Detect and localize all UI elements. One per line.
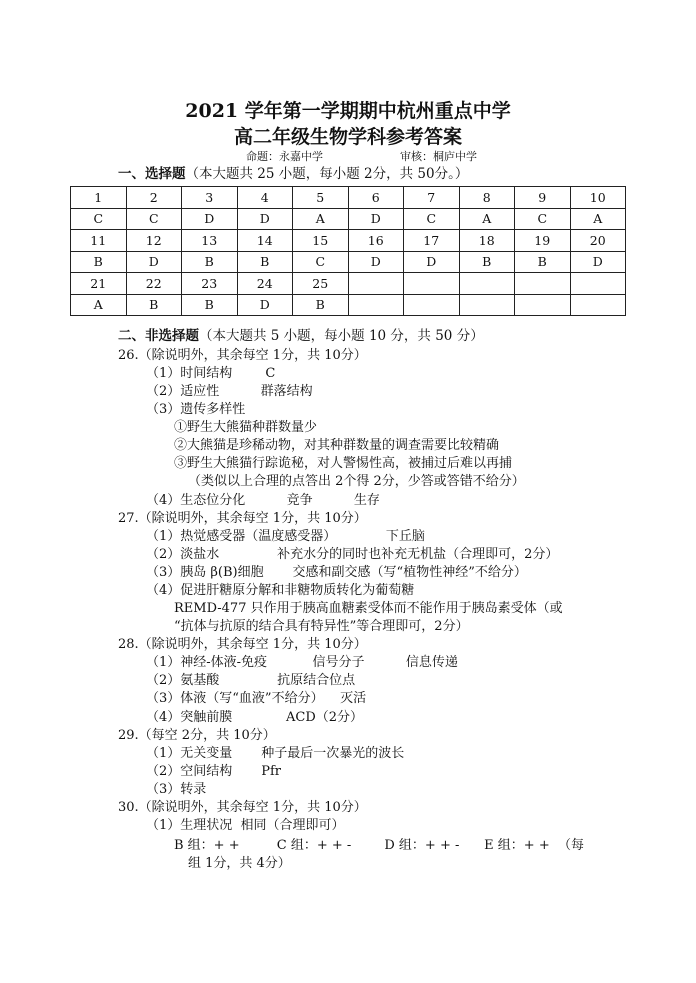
- section1-header: [118, 162, 468, 182]
- question-number-cell: 14: [237, 230, 293, 252]
- question-number-cell: 21: [71, 273, 127, 295]
- document-subtitle: 高二年级生物学科参考答案: [233, 126, 462, 148]
- answer-cell: D: [126, 251, 182, 273]
- q30-header: 30.（除说明外，其余每空 1分，共 10分）: [118, 800, 367, 815]
- document-title: 2021 学年第一学期期中杭州重点中学: [185, 100, 511, 122]
- question-number-cell: 2: [126, 187, 182, 209]
- answer-cell: C: [293, 251, 349, 273]
- q26-item-2: （2）适应性 群落结构: [146, 384, 313, 399]
- q28-header: 28.（除说明外，其余每空 1分，共 10分）: [118, 637, 367, 652]
- question-number-cell: 20: [570, 230, 626, 252]
- answer-cell: B: [182, 294, 238, 316]
- q30-groups: B 组：+ + C 组：+ + - D 组：+ + - E 组：+ + （每: [174, 838, 584, 853]
- q26-item-1: （1）时间结构 C: [146, 366, 276, 381]
- question-number-cell: 18: [459, 230, 515, 252]
- question-number-cell: [459, 273, 515, 295]
- q29-header: 29.（每空 2分，共 10分）: [118, 728, 276, 743]
- question-number-cell: [348, 273, 404, 295]
- section2-header: [118, 324, 484, 344]
- answer-cell: C: [126, 208, 182, 230]
- answer-cell: D: [237, 208, 293, 230]
- answer-cell: C: [71, 208, 127, 230]
- question-number-cell: 15: [293, 230, 349, 252]
- q30-item-1: （1）生理状况 相同（合理即可）: [146, 818, 345, 833]
- question-number-cell: 10: [570, 187, 626, 209]
- q26-point-2: ②大熊猫是珍稀动物，对其种群数量的调查需要比较精确: [174, 438, 500, 453]
- q27-item-1: （1）热觉感受器（温度感受器） 下丘脑: [146, 529, 425, 544]
- question-number-cell: 5: [293, 187, 349, 209]
- answer-cell: B: [459, 251, 515, 273]
- question-number-cell: 11: [71, 230, 127, 252]
- q29-item-1: （1）无关变量 种子最后一次暴光的波长: [146, 746, 405, 761]
- answer-cell: D: [348, 251, 404, 273]
- q28-item-3: （3）体液（写“血液”不给分） 灭活: [146, 691, 367, 706]
- question-number-cell: 13: [182, 230, 238, 252]
- q28-item-4: （4）突触前膜 ACD（2分）: [146, 710, 364, 725]
- answer-cell: B: [237, 251, 293, 273]
- answer-cell: [515, 294, 571, 316]
- question-number-cell: 1: [71, 187, 127, 209]
- question-number-cell: 12: [126, 230, 182, 252]
- answer-cell: B: [126, 294, 182, 316]
- answer-cell: C: [404, 208, 460, 230]
- answer-cell: [404, 294, 460, 316]
- answer-row: [71, 208, 626, 230]
- answer-cell: D: [237, 294, 293, 316]
- question-number-cell: 25: [293, 273, 349, 295]
- answer-row: [71, 251, 626, 273]
- question-number-cell: [404, 273, 460, 295]
- question-number-row: [71, 273, 626, 295]
- q26-item-3: （3）遗传多样性: [146, 402, 246, 417]
- reviewer-note: 审核：桐庐中学: [400, 150, 477, 163]
- answer-cell: D: [348, 208, 404, 230]
- q28-item-2: （2）氨基酸 抗原结合位点: [146, 673, 356, 688]
- q27-header: 27.（除说明外，其余每空 1分，共 10分）: [118, 511, 367, 526]
- q28-item-1: （1）神经-体液-免疫 信号分子 信息传递: [146, 655, 458, 670]
- question-number-cell: 24: [237, 273, 293, 295]
- answer-cell: B: [182, 251, 238, 273]
- answer-cell: D: [182, 208, 238, 230]
- answer-cell: C: [515, 208, 571, 230]
- q27-item-4-detail-cont: “抗体与抗原的结合具有特异性”等合理即可，2分）: [174, 619, 469, 634]
- q26-point-1: ①野生大熊猫种群数量少: [174, 420, 318, 435]
- question-number-cell: 8: [459, 187, 515, 209]
- q26-header: 26.（除说明外，其余每空 1分，共 10分）: [118, 348, 367, 363]
- q26-item-4: （4）生态位分化 竞争 生存: [146, 493, 380, 508]
- answer-cell: [570, 294, 626, 316]
- answer-cell: [348, 294, 404, 316]
- section1-heading: 一、选择题: [118, 166, 186, 182]
- q27-item-3: （3）胰岛 β(B)细胞 交感和副交感（写“植物性神经”不给分）: [146, 565, 527, 580]
- answer-cell: B: [71, 251, 127, 273]
- question-number-cell: [570, 273, 626, 295]
- question-number-row: [71, 187, 626, 209]
- section2-note: （本大题共 5 小题，每小题 10 分，共 50 分）: [199, 328, 484, 344]
- question-number-cell: 9: [515, 187, 571, 209]
- q30-groups-cont: 组 1分，共 4分）: [188, 856, 291, 871]
- question-number-cell: 22: [126, 273, 182, 295]
- q27-item-4: （4）促进肝糖原分解和非糖物质转化为葡萄糖: [146, 583, 415, 598]
- question-number-cell: 4: [237, 187, 293, 209]
- question-number-row: [71, 230, 626, 252]
- q29-item-2: （2）空间结构 Pfr: [146, 764, 281, 779]
- question-number-cell: 23: [182, 273, 238, 295]
- q27-item-4-detail: REMD-477 只作用于胰高血糖素受体而不能作用于胰岛素受体（或: [174, 601, 563, 616]
- answer-cell: A: [71, 294, 127, 316]
- q26-scoring-note: （类似以上合理的点答出 2个得 2分，少答或答错不给分）: [188, 474, 525, 489]
- answer-cell: B: [515, 251, 571, 273]
- answer-cell: D: [570, 251, 626, 273]
- question-number-cell: 6: [348, 187, 404, 209]
- question-number-cell: 16: [348, 230, 404, 252]
- section2-heading: 二、非选择题: [118, 328, 199, 344]
- section1-note: （本大题共 25 小题，每小题 2分，共 50分。）: [185, 166, 469, 182]
- answer-cell: A: [570, 208, 626, 230]
- answer-cell: D: [404, 251, 460, 273]
- answer-row: [71, 294, 626, 316]
- author-note: 命题：永嘉中学: [246, 150, 323, 163]
- q29-item-3: （3）转录: [146, 782, 207, 797]
- question-number-cell: [515, 273, 571, 295]
- question-number-cell: 7: [404, 187, 460, 209]
- answer-cell: [459, 294, 515, 316]
- answer-cell: A: [293, 208, 349, 230]
- answer-cell: A: [459, 208, 515, 230]
- q26-point-3: ③野生大熊猫行踪诡秘，对人警惕性高，被捕过后难以再捕: [174, 456, 513, 471]
- answer-table: [70, 186, 626, 316]
- q27-item-2: （2）淡盐水 补充水分的同时也补充无机盐（合理即可，2分）: [146, 547, 559, 562]
- answer-cell: B: [293, 294, 349, 316]
- question-number-cell: 3: [182, 187, 238, 209]
- question-number-cell: 19: [515, 230, 571, 252]
- question-number-cell: 17: [404, 230, 460, 252]
